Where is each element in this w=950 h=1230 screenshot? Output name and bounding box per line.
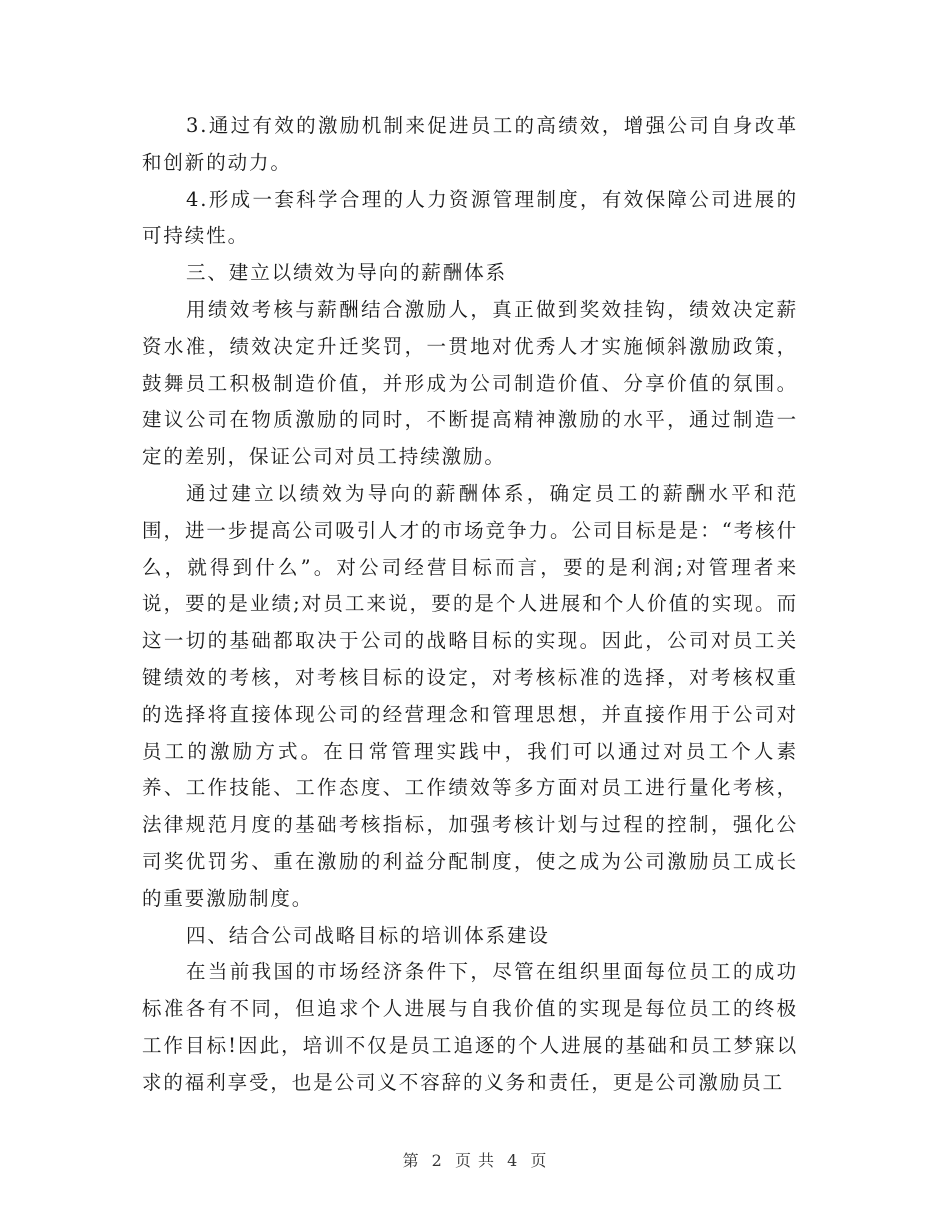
paragraph-item-4: 4.形成一套科学合理的人力资源管理制度，有效保障公司进展的可持续性。 [142, 187, 798, 248]
footer-prefix: 第 [402, 1151, 420, 1170]
footer-suffix: 页 [530, 1151, 548, 1170]
paragraph-item-3: 3.通过有效的激励机制来促进员工的高绩效，增强公司自身改革和创新的动力。 [142, 114, 798, 174]
body-paragraph: 通过建立以绩效为导向的薪酬体系，确定员工的薪酬水平和范围，进一步提高公司吸引人才的市场竞争力。公司目标是是：“考核什么，就得到什么”。对公司经营目标而言，要的是利润;对管理者来说，要的是业绩;对员工来说，要的是个人进展和个人价值的实现。而这一切的基础都取决于公司的战略目标的实现。因此，公司对员工关键绩效的考核，对考核目标的设定，对考核标准的选择，对考核权重的选择将直接体现公司的经营理念和管理思想，并直接作用于公司对员工的激励方式。在日常管理实践中，我们可以通过对员工个人素养、工作技能、工作态度、工作绩效等多方面对员工进行量化考核，法律规范月度的基础考核指标，加强考核计划与过程的控制，强化公司奖优罚劣、重在激励的利益分配制度，使之成为公司激励员工成长的重要激励制度。 [142, 481, 798, 910]
footer-middle: 页 共 [454, 1151, 496, 1170]
body-paragraph: 用绩效考核与薪酬结合激励人，真正做到奖效挂钩，绩效决定薪资水准，绩效决定升迁奖罚，一贯地对优秀人才实施倾斜激励政策，鼓舞员工积极制造价值，并形成为公司制造价值、分享价值的氛围。建议公司在物质激励的同时，不断提高精神激励的水平，通过制造一定的差别，保证公司对员工持续激励。 [142, 297, 798, 469]
document-body [142, 108, 798, 1102]
page-footer [0, 1148, 950, 1171]
footer-page-number: 2 [431, 1151, 443, 1170]
body-paragraph: 在当前我国的市场经济条件下，尽管在组织里面每位员工的成功标准各有不同，但追求个人进展与自我价值的实现是每位员工的终极工作目标!因此，培训不仅是员工追逐的个人进展的基础和员工梦寐以求的福利享受，也是公司义不容辞的义务和责任，更是公司激励员工 [142, 960, 798, 1094]
section-heading-4: 四、结合公司战略目标的培训体系建设 [186, 923, 550, 947]
section-heading-3: 三、建立以绩效为导向的薪酬体系 [186, 261, 508, 285]
footer-total-pages: 4 [507, 1151, 519, 1170]
